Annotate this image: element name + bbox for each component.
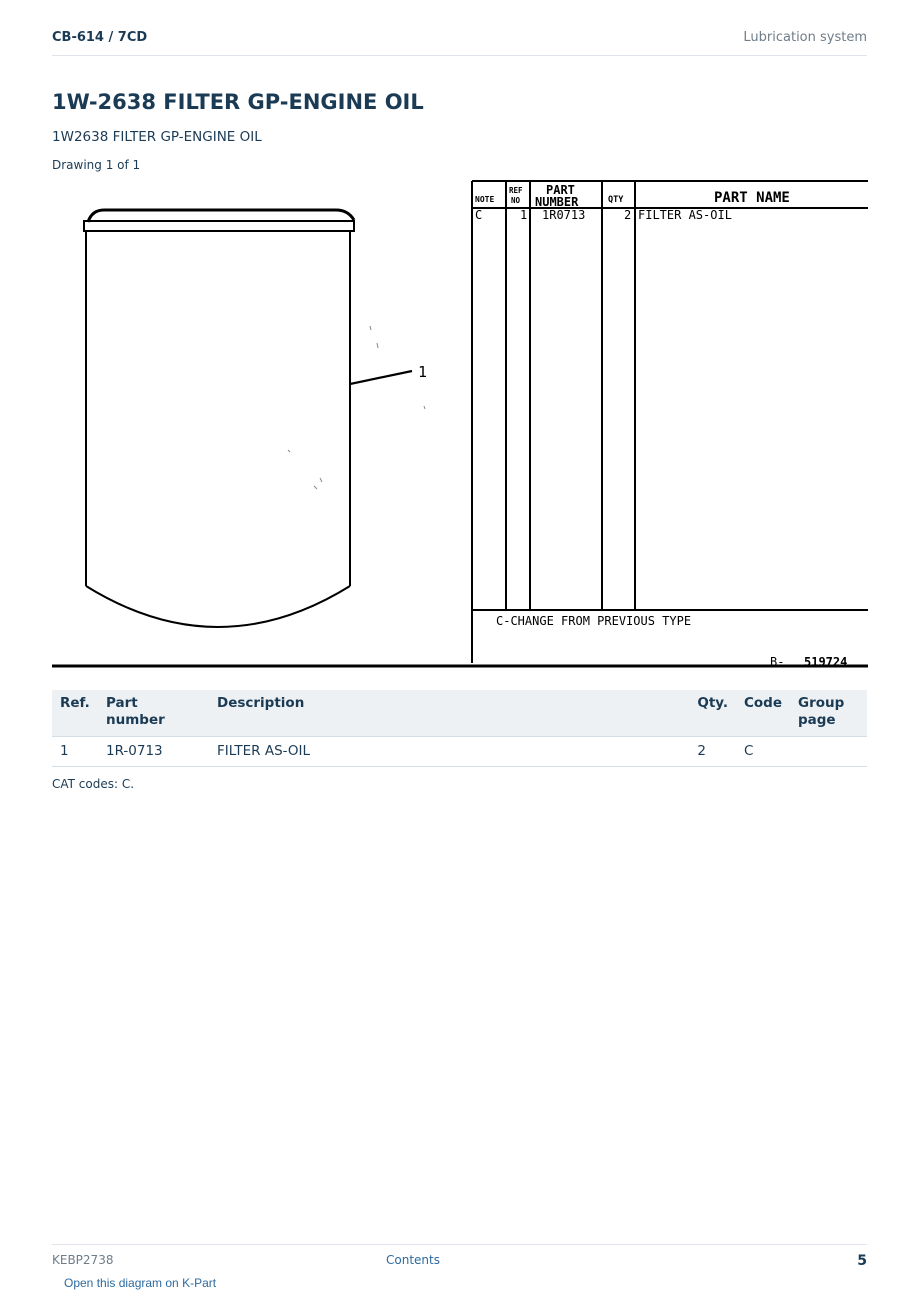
drawing-footnote: C-CHANGE FROM PREVIOUS TYPE [496,614,692,628]
col-ref: Ref. [52,690,98,737]
cell-code: C [736,737,790,767]
col-partno-header-2: NUMBER [535,195,579,209]
col-group-page: Group page [790,690,867,737]
callout-number: 1 [418,363,428,381]
col-code: Code [736,690,790,737]
col-ref-header-1: REF [509,186,523,195]
table-header-row [52,690,867,737]
drawing-number: 519724 [804,655,848,669]
oil-filter-illustration [84,210,428,627]
parts-table [52,690,867,767]
col-ref-header-2: NO [511,196,521,205]
contents-link[interactable]: Contents [386,1253,440,1267]
page-subtitle: 1W2638 FILTER GP-ENGINE OIL [52,129,262,145]
col-partno-header-1: PART [546,183,575,197]
cell-part-number: 1R-0713 [98,737,209,767]
drawing-count: Drawing 1 of 1 [52,158,141,172]
col-qty-header: QTY [608,195,624,205]
document-id: KEBP2738 [52,1253,114,1267]
cell-description: FILTER AS-OIL [209,737,689,767]
row-note: C [475,208,483,222]
table-row [52,737,867,767]
page-header [52,28,867,56]
cell-group-page [790,737,867,767]
row-ref: 1 [520,208,528,222]
cell-ref: 1 [52,737,98,767]
section-name: Lubrication system [743,30,867,45]
page-number: 5 [857,1253,867,1269]
page-title: 1W-2638 FILTER GP-ENGINE OIL [52,90,424,114]
drawing-number-prefix: B- [770,655,785,669]
cell-qty: 2 [689,737,736,767]
col-qty: Qty. [689,690,736,737]
parts-diagram [52,178,868,670]
breadcrumb: CB-614 / 7CD [52,30,148,45]
row-partno: 1R0713 [542,208,586,222]
row-partname: FILTER AS-OIL [638,208,732,222]
parts-list-frame [52,181,868,666]
cat-codes: CAT codes: C. [52,777,135,791]
open-diagram-link[interactable]: Open this diagram on K-Part [64,1276,217,1290]
col-description: Description [209,690,689,737]
page-footer [52,1244,867,1275]
col-note-header: NOTE [475,195,495,204]
col-part-number: Part number [98,690,209,737]
col-partname-header: PART NAME [714,190,790,206]
row-qty: 2 [624,208,632,222]
